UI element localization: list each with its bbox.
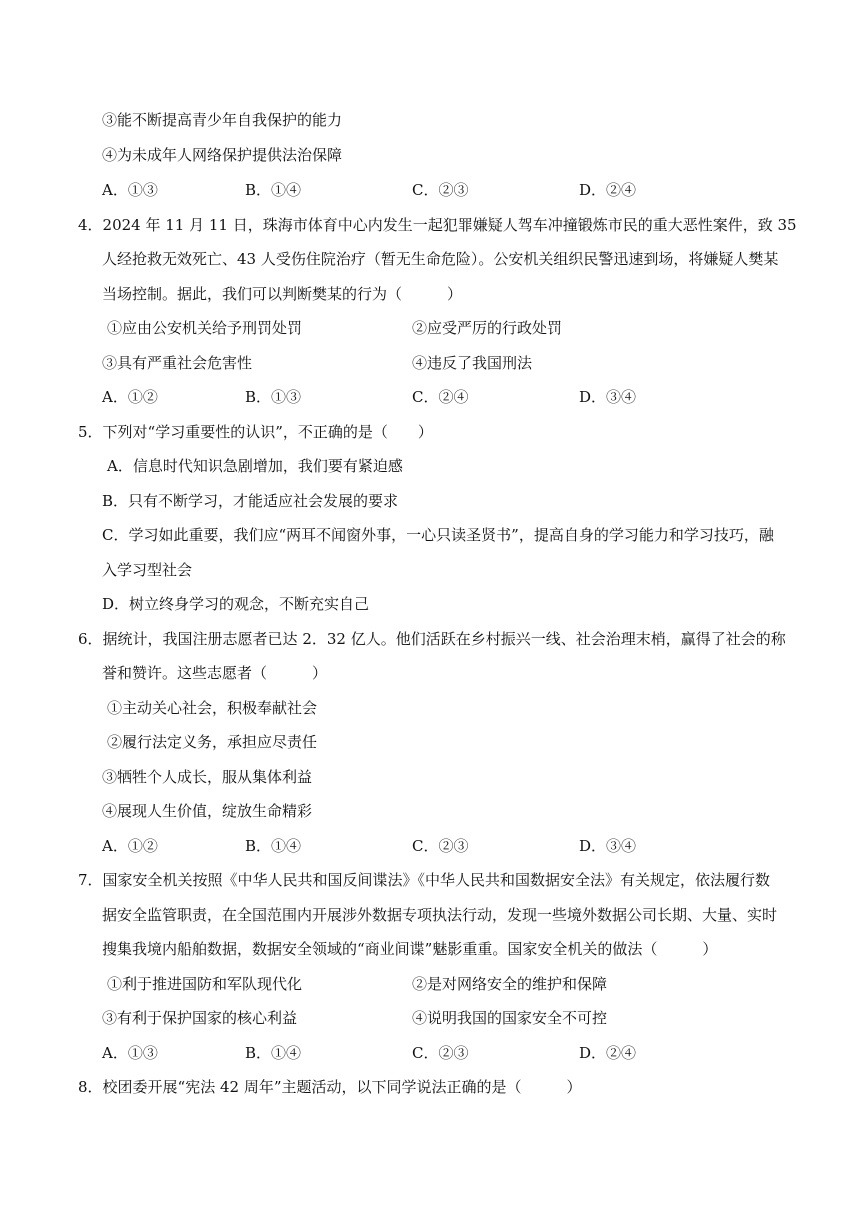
q7-statement-1: ①利于推进国防和军队现代化 — [107, 975, 303, 993]
q3-choice-b: B．①④ — [245, 181, 302, 199]
q5-stem: 5．下列对“学习重要性的认识”，不正确的是（ ） — [78, 423, 433, 441]
q8-stem: 8．校团委开展“宪法 42 周年”主题活动，以下同学说法正确的是（ ） — [78, 1078, 582, 1096]
q5-option-b: B．只有不断学习，才能适应社会发展的要求 — [102, 492, 399, 510]
q4-choice-d: D．③④ — [579, 388, 637, 406]
q3-option-3: ③能不断提高青少年自我保护的能力 — [102, 111, 343, 129]
q3-option-4: ④为未成年人网络保护提供法治保障 — [102, 146, 343, 164]
q6-statement-4: ④展现人生价值，绽放生命精彩 — [102, 802, 313, 820]
q7-statement-4: ④说明我国的国家安全不可控 — [412, 1009, 608, 1027]
q4-statement-4: ④违反了我国刑法 — [412, 354, 533, 372]
q6-statement-3: ③牺牲个人成长，服从集体利益 — [102, 768, 313, 786]
q6-choice-d: D．③④ — [579, 837, 637, 855]
q7-choice-d: D．②④ — [579, 1044, 637, 1062]
q3-choice-d: D．②④ — [579, 181, 637, 199]
q4-choice-c: C．②④ — [412, 388, 469, 406]
q7-choice-c: C．②③ — [412, 1044, 469, 1062]
q7-statement-3: ③有利于保护国家的核心利益 — [102, 1009, 298, 1027]
q7-choice-b: B．①④ — [245, 1044, 302, 1062]
q3-choice-a: A．①③ — [102, 181, 158, 199]
q3-choice-c: C．②③ — [412, 181, 469, 199]
q6-choice-a: A．①② — [102, 837, 158, 855]
q6-choice-b: B．①④ — [245, 837, 302, 855]
q5-option-c-line-1: C．学习如此重要，我们应“两耳不闻窗外事，一心只读圣贤书”，提高自身的学习能力和学习技巧，融 — [102, 526, 774, 544]
q7-stem-line-2: 据安全监管职责，在全国范围内开展涉外数据专项执法行动，发现一些境外数据公司长期、大量、实时 — [102, 906, 778, 924]
q6-stem-line-1: 6．据统计，我国注册志愿者已达 2．32 亿人。他们活跃在乡村振兴一线、社会治理末梢，赢得了社会的称 — [78, 630, 786, 648]
q4-stem-line-1: 4．2024 年 11 月 11 日，珠海市体育中心内发生一起犯罪嫌疑人驾车冲撞锻炼市民的重大恶性案件，致 35 — [78, 216, 797, 234]
q6-statement-1: ①主动关心社会，积极奉献社会 — [107, 699, 318, 717]
q4-statement-2: ②应受严厉的行政处罚 — [412, 319, 563, 337]
q6-stem-line-2: 誉和赞许。这些志愿者（ ） — [102, 664, 328, 682]
q4-stem-line-3: 当场控制。据此，我们可以判断樊某的行为（ ） — [102, 285, 463, 303]
q4-choice-b: B．①③ — [245, 388, 302, 406]
q5-option-a: A．信息时代知识急剧增加，我们要有紧迫感 — [107, 457, 403, 475]
q5-option-c-line-2: 入学习型社会 — [102, 561, 193, 579]
q7-stem-line-1: 7．国家安全机关按照《中华人民共和国反间谍法》《中华人民共和国数据安全法》有关规定，依法履行数 — [78, 871, 771, 889]
q4-statement-3: ③具有严重社会危害性 — [102, 354, 253, 372]
q4-choice-a: A．①② — [102, 388, 158, 406]
q5-option-d: D．树立终身学习的观念，不断充实自己 — [102, 595, 370, 613]
q7-stem-line-3: 搜集我境内船舶数据，数据安全领域的“商业间谍”魅影重重。国家安全机关的做法（ ） — [102, 940, 718, 958]
q7-choice-a: A．①③ — [102, 1044, 158, 1062]
q4-statement-1: ①应由公安机关给予刑罚处罚 — [107, 319, 303, 337]
q6-choice-c: C．②③ — [412, 837, 469, 855]
q4-stem-line-2: 人经抢救无效死亡、43 人受伤住院治疗（暂无生命危险）。公安机关组织民警迅速到场，将嫌疑人樊某 — [102, 250, 779, 268]
q7-statement-2: ②是对网络安全的维护和保障 — [412, 975, 608, 993]
q6-statement-2: ②履行法定义务，承担应尽责任 — [107, 733, 318, 751]
